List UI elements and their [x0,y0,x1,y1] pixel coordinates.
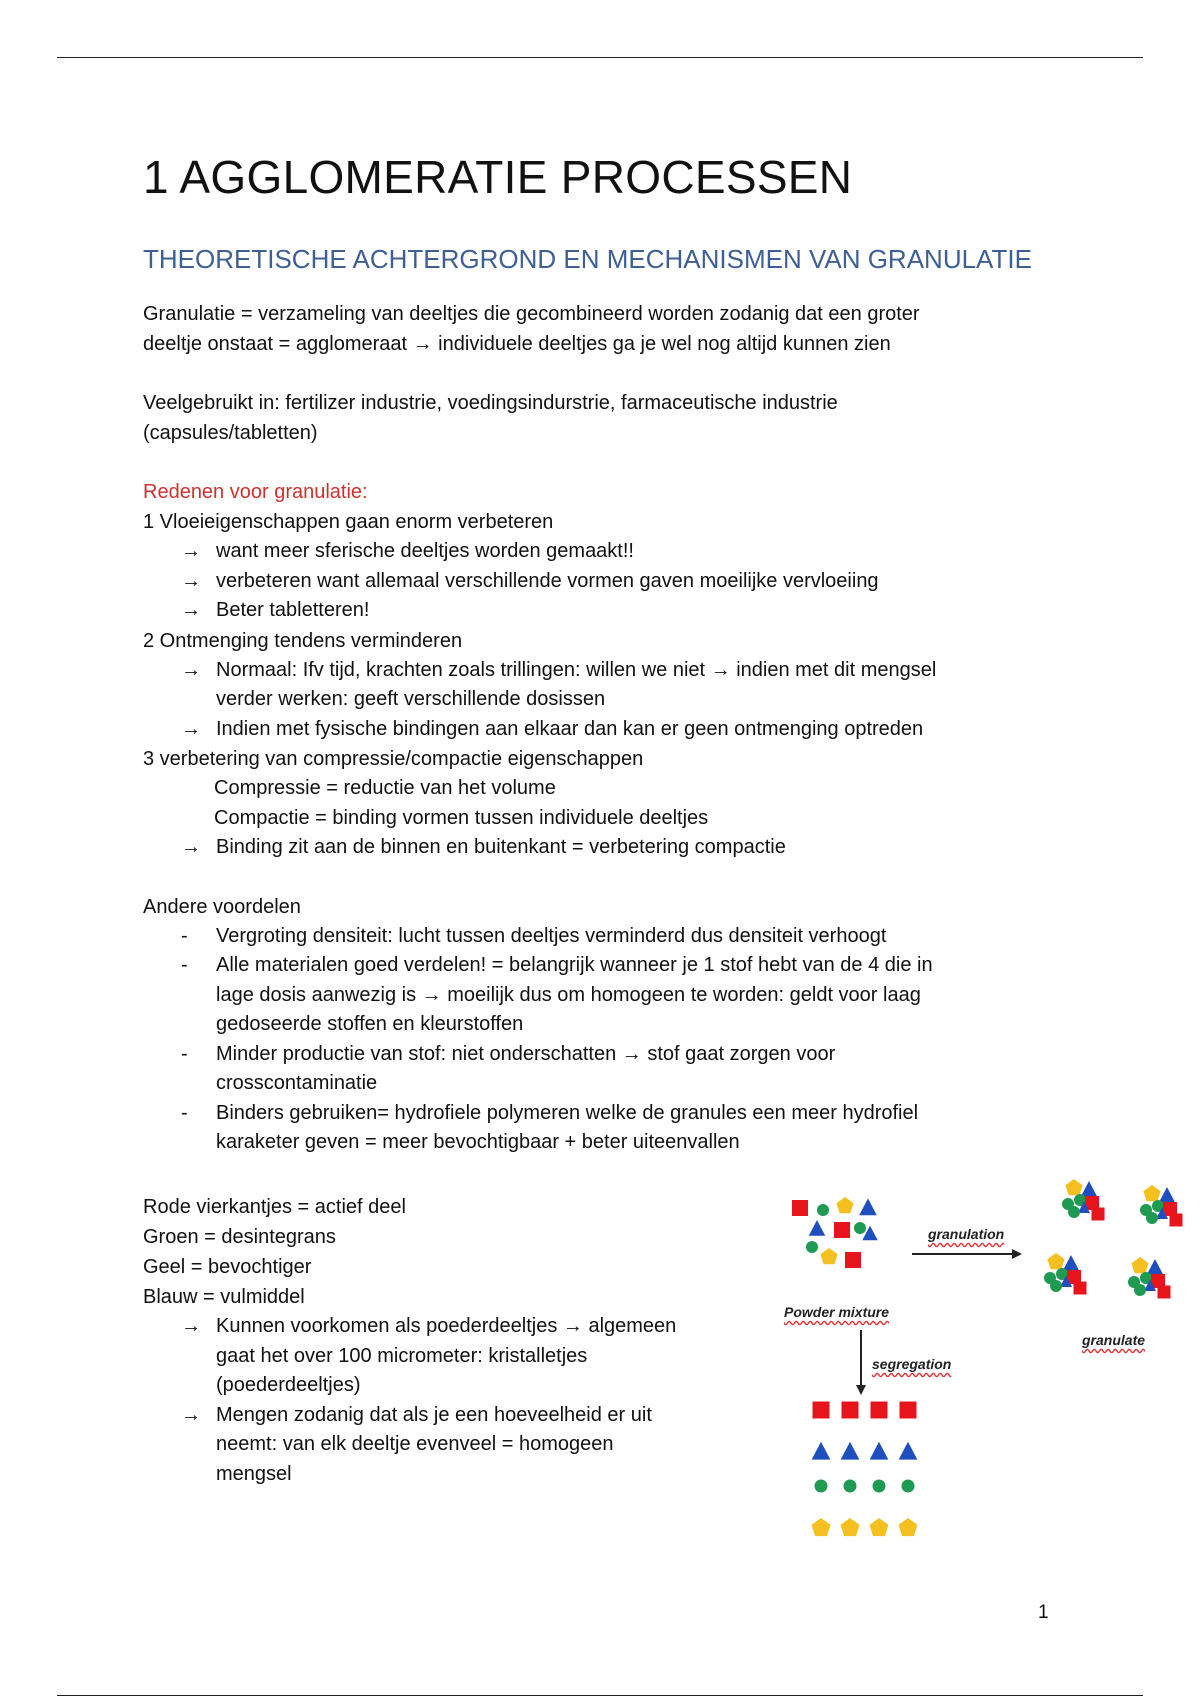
green-circle-particle [806,1241,818,1253]
green-circle-particle [844,1480,857,1493]
blue-triangle-particle [809,1220,826,1236]
page-number: 1 [1038,1602,1049,1623]
green-circle-particle [817,1204,829,1216]
blue-triangle-particle [1063,1255,1080,1271]
reason-2-list [143,656,1143,745]
arrow-icon: → [181,717,201,740]
segregation-arrow-head [856,1385,866,1395]
green-circle-particle [815,1480,828,1493]
list-item-text: karaketer geven = meer bevochtigbaar + beter uiteenvallen [216,1131,740,1153]
yellow-pentagon-particle [836,1197,853,1213]
blue-triangle-particle [1147,1259,1164,1275]
blue-triangle-particle [1159,1187,1176,1203]
list-item [143,1040,1143,1099]
reason-3-list [143,833,1143,863]
reason-1-list [143,537,1143,626]
list-item-text: Minder productie van stof: niet onderschatten → stof gaat zorgen voor [216,1042,836,1065]
red-square-particle [1074,1282,1087,1295]
intro-p2-line2: (capsules/tabletten) [143,422,318,444]
red-square-particle [792,1200,808,1216]
list-item-text: neemt: van elk deeltje evenveel = homogeen [216,1433,614,1455]
yellow-pentagon-particle [1047,1253,1064,1269]
intro-paragraph-1 [143,299,1143,359]
list-item-text: gedoseerde stoffen en kleurstoffen [216,1013,524,1035]
green-circle-particle [854,1222,866,1234]
list-item-text: crosscontaminatie [216,1072,378,1094]
definition-compressie: Compressie = reductie van het volume [214,777,556,799]
list-item-text: Beter tabletteren! [216,599,370,621]
dash-icon: - [181,954,188,976]
list-item [143,537,1143,567]
granulate-label: granulate [1082,1332,1146,1348]
list-item-text: Normaal: Ifv tijd, krachten zoals trillingen: willen we niet → indien met dit mengsel [216,658,937,681]
legend-section [143,1192,743,1489]
list-item [143,833,1143,863]
arrow-icon: → [181,1403,201,1426]
yellow-pentagon-particle [820,1248,837,1264]
red-square-particle [834,1222,850,1238]
list-item-text: Kunnen voorkomen als poederdeeltjes → algemeen [216,1315,677,1337]
footer-rule [57,1695,1143,1696]
blue-triangle-particle [841,1442,860,1460]
granulation-arrow-head [1012,1249,1022,1259]
red-square-particle [900,1402,917,1419]
blue-triangle-particle [1081,1181,1098,1197]
list-item-text: (poederdeeltjes) [216,1374,361,1396]
list-item [143,1099,1143,1158]
list-item-text: Indien met fysische bindingen aan elkaar dan kan er geen ontmenging optreden [216,717,924,740]
list-item [143,951,1143,1040]
list-item-text: lage dosis aanwezig is → moeilijk dus om homogeen te worden: geldt voor laag [216,983,921,1006]
advantages-heading: Andere voordelen [143,895,301,918]
list-item-text: mengsel [216,1462,292,1485]
dash-icon: - [181,924,188,947]
header-rule [57,57,1143,58]
list-item [143,715,1143,745]
list-item-text: Alle materialen goed verdelen! = belangrijk wanneer je 1 stof hebt van de 4 die in [216,954,933,976]
granulation-figure [780,1170,1200,1550]
list-item [143,1401,743,1490]
blue-triangle-particle [812,1442,831,1460]
list-item-text: Binders gebruiken= hydrofiele polymeren welke de granules een meer hydrofiel [216,1101,919,1124]
legend-green: Groen = desintegrans [143,1226,336,1248]
yellow-pentagon-particle [1131,1257,1148,1273]
arrow-icon: → [181,569,201,592]
list-item-text: gaat het over 100 micrometer: kristalletjes [216,1344,588,1367]
red-square-particle [1170,1214,1183,1227]
blue-triangle-particle [859,1198,877,1215]
yellow-pentagon-particle [870,1518,889,1536]
list-item [143,596,1143,626]
yellow-pentagon-particle [812,1518,831,1536]
yellow-pentagon-particle [899,1518,918,1536]
green-circle-particle [1068,1206,1080,1218]
reason-3: 3 verbetering van compressie/compactie eigenschappen [143,748,644,770]
list-item [143,656,1143,715]
intro-p1-line2: deeltje onstaat = agglomeraat → individuele deeltjes ga je wel nog altijd kunnen zien [143,333,891,355]
red-square-particle [813,1402,830,1419]
yellow-pentagon-particle [1143,1185,1160,1201]
reason-2: 2 Ontmenging tendens verminderen [143,629,463,652]
intro-p2-line1: Veelgebruikt in: fertilizer industrie, voedingsindurstrie, farmaceutische industrie [143,392,838,414]
document-body [143,150,1143,1158]
arrow-icon: → [181,540,201,562]
list-item-text: Vergroting densiteit: lucht tussen deeltjes verminderd dus densiteit verhoogt [216,924,887,947]
page-title: 1 AGGLOMERATIE PROCESSEN [143,151,853,203]
list-item [143,1312,743,1401]
list-item-text: want meer sferische deeltjes worden gemaakt!! [216,540,634,562]
reasons-heading: Redenen voor granulatie: [143,481,368,503]
blue-triangle-particle [899,1442,918,1460]
legend-yellow: Geel = bevochtiger [143,1256,312,1278]
reason-1: 1 Vloeieigenschappen gaan enorm verbeteren [143,511,554,533]
yellow-pentagon-particle [1065,1179,1082,1195]
granulation-label: granulation [928,1226,1005,1242]
dash-icon: - [181,1042,188,1065]
list-item [143,567,1143,597]
green-circle-particle [1146,1212,1158,1224]
red-square-particle [1158,1286,1171,1299]
definition-compactie: Compactie = binding vormen tussen individuele deeltjes [214,806,709,829]
red-square-particle [1092,1208,1105,1221]
green-circle-particle [1134,1284,1146,1296]
blue-triangle-particle [870,1442,889,1460]
red-square-particle [845,1252,861,1268]
arrow-icon: → [181,836,201,858]
green-circle-particle [873,1480,886,1493]
green-circle-particle [1050,1280,1062,1292]
dash-icon: - [181,1101,188,1124]
segregation-label: segregation [872,1356,952,1372]
legend-blue: Blauw = vulmiddel [143,1286,305,1308]
arrow-icon: → [181,658,201,681]
powder-mixture-label: Powder mixture [784,1304,890,1320]
intro-paragraph-2 [143,388,1143,448]
list-item-text: Binding zit aan de binnen en buitenkant = verbetering compactie [216,836,786,858]
intro-p1-line1: Granulatie = verzameling van deeltjes die gecombineerd worden zodanig dat een groter [143,303,920,325]
red-square-particle [871,1402,888,1419]
list-item-text: Mengen zodanig dat als je een hoeveelheid er uit [216,1403,652,1426]
arrow-icon: → [181,1315,201,1337]
list-item-text: verbeteren want allemaal verschillende vormen gaven moeilijke vervloeiing [216,569,879,592]
arrow-icon: → [181,599,201,621]
list-item [143,922,1143,952]
advantages-list [143,922,1143,1158]
legend-red: Rode vierkantjes = actief deel [143,1196,406,1218]
yellow-pentagon-particle [841,1518,860,1536]
green-circle-particle [902,1480,915,1493]
red-square-particle [842,1402,859,1419]
section-heading: THEORETISCHE ACHTERGROND EN MECHANISMEN VAN GRANULATIE [143,244,1032,274]
legend-list [143,1312,743,1489]
list-item-text: verder werken: geeft verschillende dosissen [216,688,606,710]
